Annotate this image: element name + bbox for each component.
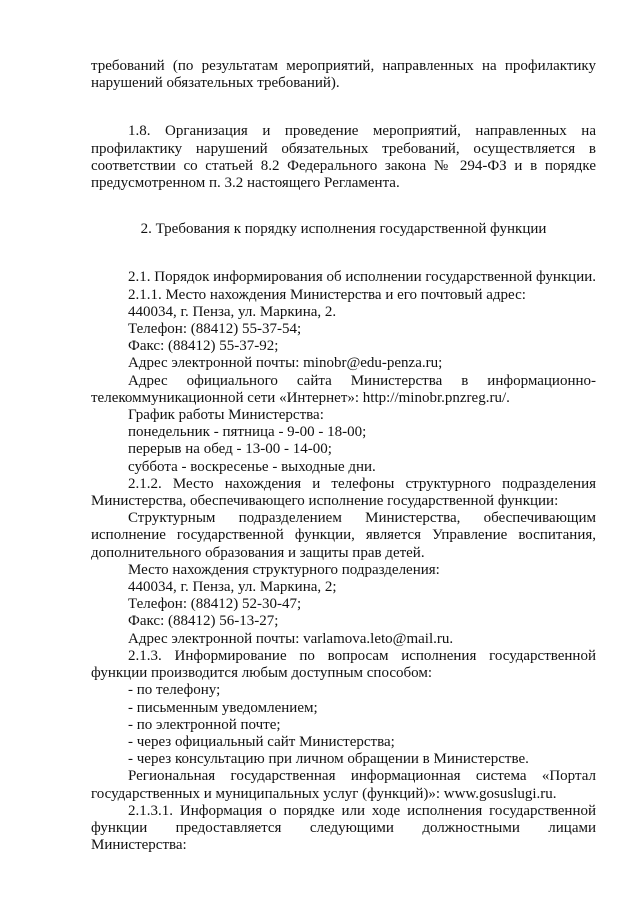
method-item: - через официальный сайт Министерства; xyxy=(128,733,395,750)
unit-fax: Факс: (88412) 56-13-27; xyxy=(128,613,279,630)
method-item: - письменным уведомлением; xyxy=(128,699,318,716)
schedule-title: График работы Министерства: xyxy=(128,407,324,424)
ministry-phone: Телефон: (88412) 55-37-54; xyxy=(128,321,302,338)
unit-phone: Телефон: (88412) 52-30-47; xyxy=(128,596,302,613)
ministry-email: Адрес электронной почты: minobr@edu-penza.ru; xyxy=(128,355,443,372)
paragraph-continuation: требований (по результатам мероприятий, направленных на профилактику нарушений обязательных требований). xyxy=(91,58,596,92)
regional-portal: Региональная государственная информационная система «Портал государственных и муниципальных услуг (функций)»: www.gosuslugi.ru. xyxy=(91,768,596,802)
schedule-item: понедельник - пятница - 9-00 - 18-00; xyxy=(128,424,367,441)
paragraph-2-1: 2.1. Порядок информирования об исполнении государственной функции. xyxy=(128,269,597,286)
paragraph-2-1-3: 2.1.3. Информирование по вопросам исполнения государственной функции производится любым доступным способом: xyxy=(91,647,596,682)
unit-email: Адрес электронной почты: varlamova.leto@mail.ru. xyxy=(128,630,454,647)
ministry-address: 440034, г. Пенза, ул. Маркина, 2. xyxy=(128,303,337,320)
ministry-fax: Факс: (88412) 55-37-92; xyxy=(128,338,279,355)
paragraph-2-1-3-1: 2.1.3.1. Информация о порядке или ходе исполнения государственной функции предоставляется следующими должностными лицами Министерства: xyxy=(91,802,596,854)
paragraph-1-8: 1.8. Организация и проведение мероприятий, направленных на профилактику нарушений обязательных требований, осуществляется в соответствии со статьей 8.2 Федерального закона № 294-ФЗ и в порядке предусмотренном п. 3.2 настоящего Регламента. xyxy=(91,123,596,192)
structural-unit-location-title: Место нахождения структурного подразделения: xyxy=(128,561,440,578)
schedule-item: перерыв на обед - 13-00 - 14-00; xyxy=(128,441,332,458)
structural-unit: Структурным подразделением Министерства, обеспечивающим исполнение государственной функции, является Управление воспитания, дополнительного образования и защиты прав детей. xyxy=(91,510,596,561)
paragraph-2-1-1: 2.1.1. Место нахождения Министерства и его почтовый адрес: xyxy=(128,286,526,303)
section-heading: 2. Требования к порядку исполнения государственной функции xyxy=(140,221,547,238)
method-item: - по электронной почте; xyxy=(128,716,281,733)
method-item: - через консультацию при личном обращении в Министерстве. xyxy=(128,751,529,768)
paragraph-2-1-2: 2.1.2. Место нахождения и телефоны структурного подразделения Министерства, обеспечивающего исполнение государственной функции: xyxy=(91,475,596,510)
unit-address: 440034, г. Пенза, ул. Маркина, 2; xyxy=(128,579,337,596)
schedule-item: суббота - воскресенье - выходные дни. xyxy=(128,458,376,475)
ministry-website: Адрес официального сайта Министерства в информационно-телекоммуникационной сети «Интернет»: http://minobr.pnzreg.ru/. xyxy=(91,372,596,406)
method-item: - по телефону; xyxy=(128,682,221,699)
